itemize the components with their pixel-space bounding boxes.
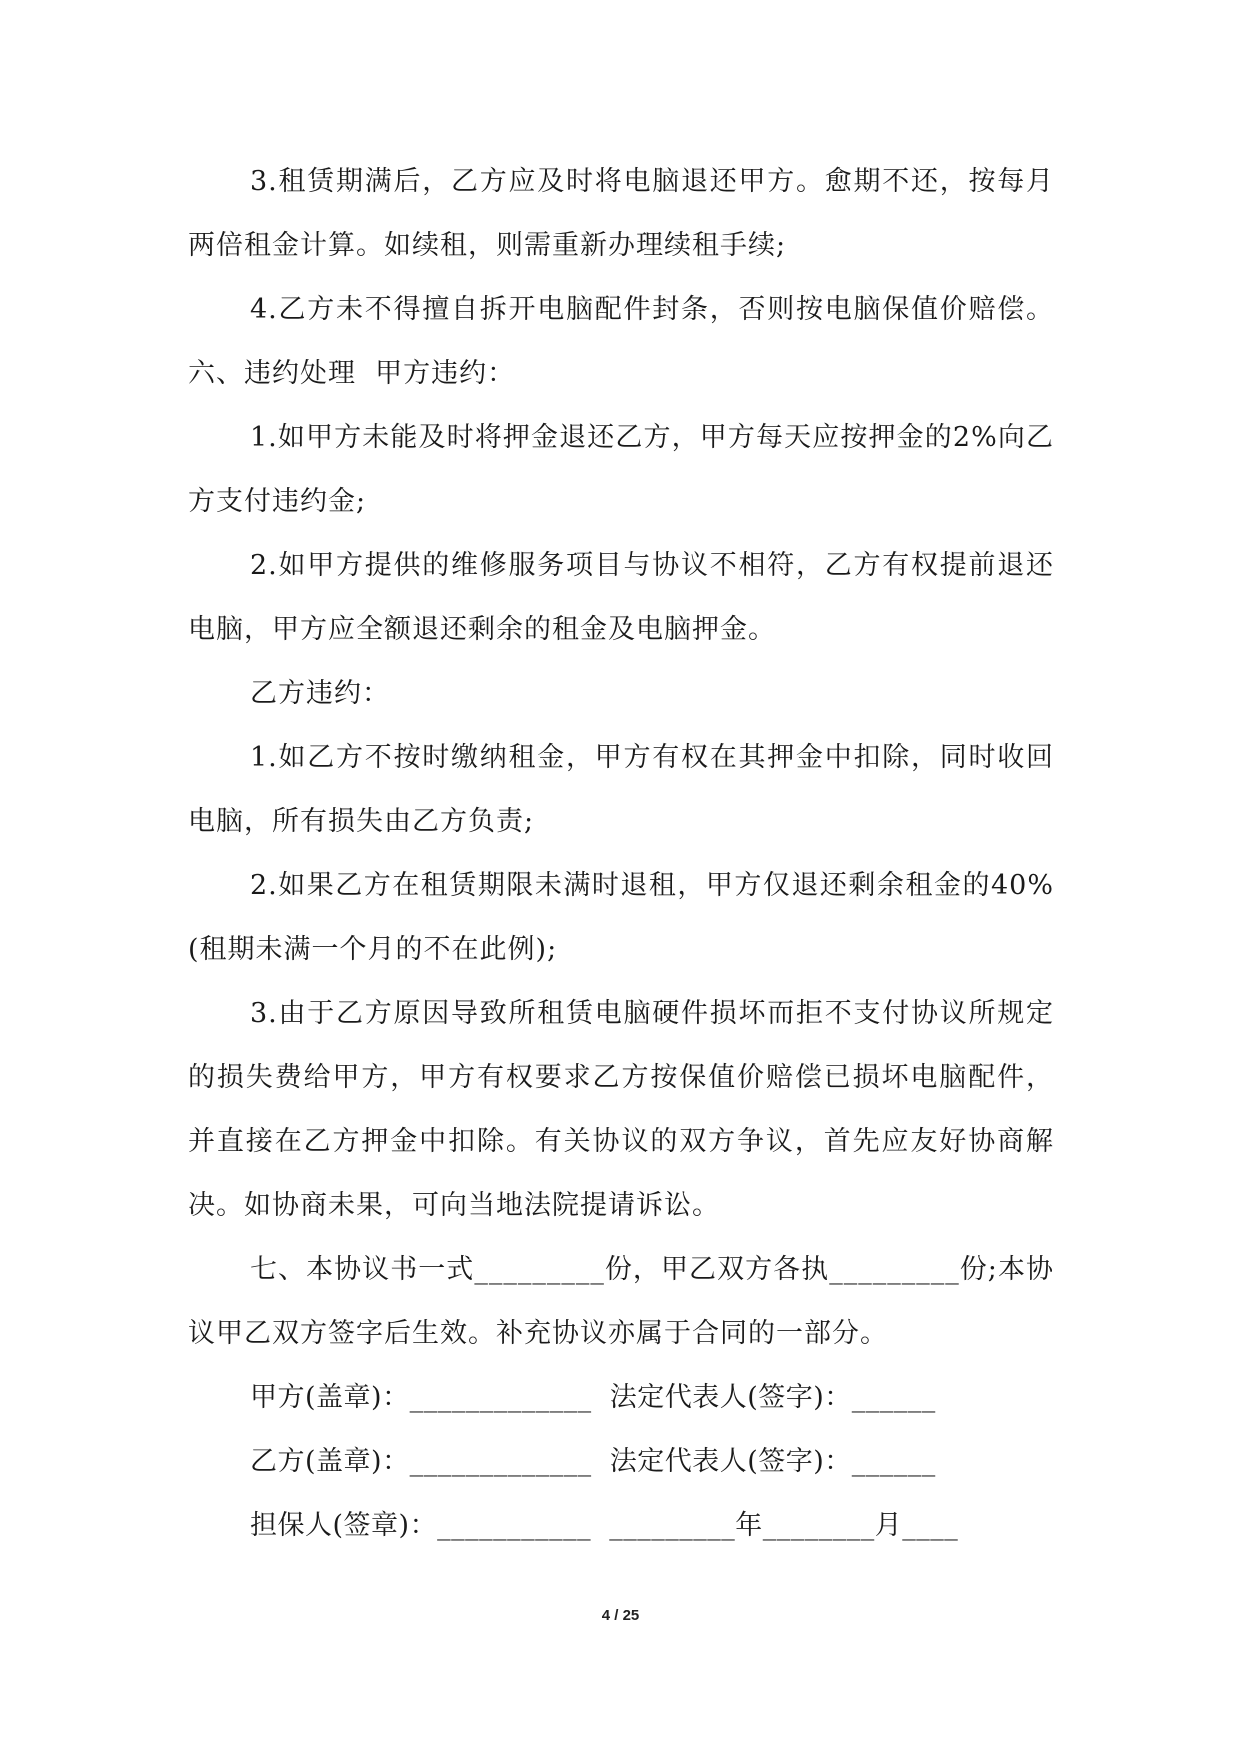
paragraph-party-b-early-return: 2.如果乙方在租赁期限未满时退租，甲方仅退还剩余租金的40%(租期未满一个月的不在此例); (188, 870, 1054, 965)
paragraph-lease-expiry: 3.租赁期满后，乙方应及时将电脑退还甲方。愈期不还，按每月两倍租金计算。如续租，则需重新办理续租手续; (188, 166, 1054, 261)
signature-party-a: 甲方(盖章)：_____________ 法定代表人(签字)：______ (250, 1382, 936, 1413)
signature-party-b: 乙方(盖章)：_____________ 法定代表人(签字)：______ (250, 1446, 936, 1477)
paragraph-party-a-service: 2.如甲方提供的维修服务项目与协议不相符，乙方有权提前退还电脑，甲方应全额退还剩余的租金及电脑押金。 (188, 550, 1054, 645)
paragraph-party-b-damage: 3.由于乙方原因导致所租赁电脑硬件损坏而拒不支付协议所规定的损失费给甲方，甲方有权要求乙方按保值价赔偿已损坏电脑配件，并直接在乙方押金中扣除。有关协议的双方争议，首先应友好协商解决。如协商未果，可向当地法院提请诉讼。 (188, 998, 1054, 1221)
signature-guarantor: 担保人(签章)：___________ _________年________月____ (250, 1510, 959, 1541)
page-number: 4 / 25 (601, 1607, 640, 1624)
paragraph-copies: 七、本协议书一式_________份，甲乙双方各执_________份;本协议甲乙双方签字后生效。补充协议亦属于合同的一部分。 (188, 1254, 1054, 1349)
paragraph-party-b-rent: 1.如乙方不按时缴纳租金，甲方有权在其押金中扣除，同时收回电脑，所有损失由乙方负责; (188, 742, 1054, 837)
document-body (188, 150, 1074, 1558)
paragraph-party-a-deposit: 1.如甲方未能及时将押金退还乙方，甲方每天应按押金的2%向乙方支付违约金; (188, 422, 1054, 517)
paragraph-seal-breach: 4.乙方未不得擅自拆开电脑配件封条，否则按电脑保值价赔偿。 六、违约处理 甲方违约： (188, 294, 1074, 389)
heading-party-b-breach: 乙方违约： (250, 678, 390, 709)
